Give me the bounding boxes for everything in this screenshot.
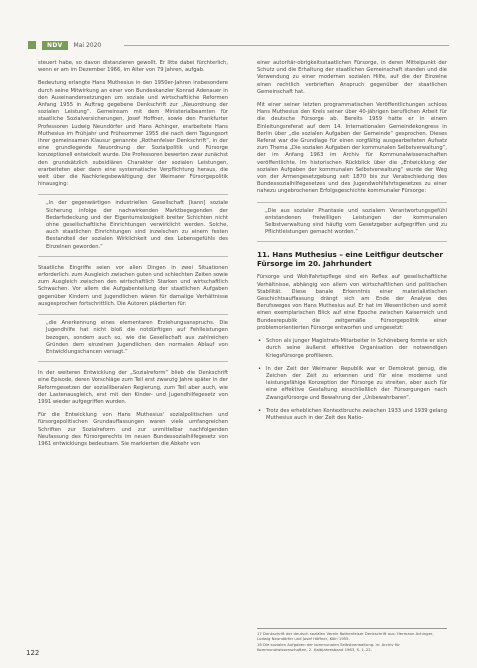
left-column <box>38 60 228 454</box>
footnote: 17 Denkschrift der deutsch sozialen Verein Rothenfelser Denkschrift aus: Hermann Achinger, Ludwig Neundörfer und Josef Höffner, Köln 1955. <box>257 631 434 641</box>
paragraph: In der weiteren Entwicklung der „Sozialreform“ blieb die Denkschrift eine Episode, deren Vorschläge zum Teil erst zwanzig Jahre später in der Reformgesetzen der sozialliberalen Regierung, zum Teil aber auch, wie der Lastenausgleich, erst mit den Kinder- und Jugendhilfegesetz von 1991 wieder aufgegriffen wurden. <box>38 370 228 405</box>
header-square-icon <box>28 41 36 49</box>
paragraph: Mit einer seiner letzten programmatischen Veröffentlichungen schloss Hans Muthesius den Kreis seiner über 40-jährigen beruflichen Arbeit für die deutsche Fürsorge ab. Bereits 1959 hatte er in einem Einleitungsreferat auf dem 14. Internationalen Gemeindekongress in Berlin über „die sozialen Aufgaben der Gemeinde“ gesprochen. Dieses Referat war die Grundlage für einen sorgfältig ausgearbeiteten Aufsatz zum Thema „Die sozialen Aufgaben der kommunalen Selbstverwaltung“, der im Anfang 1963 im Archiv für Kommunalwissenschaften veröffentlichte. Im historischen Rückblick über die „Entwicklung der sozialen Aufgaben der kommunalen Selbstverwaltung“ wurde der Weg von der Armengesetzgebung seit 1870 bis zur Verabschiedung des Bundessozialhilfegesetzes und des Jugendwohlfahrtsgesetzes zu einer nahezu ungebrochenen Erfolgsgeschichte kommunaler Fürsorge: <box>257 102 447 195</box>
bullet-list <box>257 338 447 422</box>
footnotes <box>257 628 447 653</box>
list-item: • Schon als junger Magistrats-Mitarbeiter in Schöneberg formte er sich durch seine äußerst effektive Organisation der notwendigen Kriegsfürsorge profilieren. <box>257 338 447 360</box>
page-number: 122 <box>26 649 40 657</box>
paragraph: einer autoritär-obrigkeitsstaatlichen Fürsorge, in deren Mittelpunkt der Schutz und die Erhaltung der staatlichen Gemeinschaft standen und die Verwendung zu einer modernen sozialen Hilfe, auf die der Einzelne einen rechtlich verbrieften Anspruch gegenüber der staatlichen Gemeinschaft hat. <box>257 60 447 95</box>
section-heading: 11. Hans Muthesius – eine Leitfigur deutscher Fürsorge im 20. Jahrhundert <box>257 250 443 269</box>
list-item: • In der Zeit der Weimarer Republik war er Demokrat genug, die Zeichen der Zeit zu erkennen und für eine moderne und leistungsfähige Konzeption der Fürsorge zu streiten, aber auch für eine effektive Gestaltung einschließlich der Fürsorgungen nach Zwangsfürsorge und Bewahrung der „Unbewahrbaren“. <box>257 366 447 402</box>
header-rule <box>124 45 449 46</box>
footnote: 18 Die sozialen Aufgaben der kommunalen Selbstverwaltung. In: Archiv für Kommunalwissenschaften, 2. Halbjahresband 1963, S. 1–22. <box>257 642 400 652</box>
issue-date: Mai 2020 <box>73 41 102 49</box>
block-quote: „Die aus sozialer Phantasie und sozialem Verantwortungsgefühl entstandenen freiwilligen Leistungen der kommunalen Selbstverwaltung sind häufig vom Gesetzgeber aufgegriffen und zu Pflichtleistungen gemacht worden.“ <box>257 202 447 243</box>
list-item: • Trotz des erheblichen Kontextbruchs zwischen 1933 und 1939 gelang Muthesius auch in der Zeit des Natio- <box>257 408 447 422</box>
section-badge: NDV <box>42 41 68 50</box>
paragraph: Fürsorge und Wohlfahrtspflege sind ein Reflex auf gesellschaftliche Verhältnisse, abhängig von allem von wirtschaftlichen und politischen Stabilität. Diese banale Erkenntnis einer materialistischen Geschichtsauffassung drängt sich am Ende der Analyse des Berufsweges von Hans Muthesius auf. Er hat im Wesentlichen und somit einen exemplarischen Blick auf eine Epoche zwischen Kaiserreich und Bundesrepublik die zeitgemäße Fürsorgepolitik einer problemorientierten Fürsorge entworfen und umgesetzt: <box>257 274 447 331</box>
right-column <box>257 60 447 428</box>
paragraph: Für die Entwicklung von Hans Muthesius' sozialpolitischen und fürsorgepolitischen Grundauffassungen waren viele umfangreichen Schriften zur Sozialreform und zur unmittelbar nachfolgenden Neufassung des Fürsorgerechts im neuen Bundessozialhilfegesetz von 1961 entwicklungs bedeutsam. Sie markierten die Abkehr von <box>38 412 228 447</box>
paragraph: steuert habe, so davon distanzieren gewollt. Er litte dabei fürchterlich, wenn er am im Dezember 1966, im Alter von 79 Jahren, aufgab. <box>38 60 228 74</box>
block-quote: „die Anerkennung eines elementaren Erziehungsanspruchs. Die Jugendhilfe hat nicht bloß die notdürftigen auf Fehlleistungen bezogen, sondern auch so, wie die Gesellschaft aus zahlreichen Gründen dem einzelnen Jugendlichen den normalen Ablauf von Entwicklungschancen versagt.“ <box>38 314 228 362</box>
paragraph: Staatliche Eingriffe seien vor allen Dingen in zwei Situationen erforderlich: zum Ausgleich zwischen guten und schlechten Zeiten sowie zum Ausgleich zwischen den wirtschaftlich Starken und wirtschaftlich Schwachen. Vor allem die Aufgabenteilung der staatlichen Aufgaben gegenüber Kindern und Jugendlichen wären für damalige Verhältnisse ausgesprochen fortschrittlich. Die Autoren plädierten für: <box>38 264 228 307</box>
page-header <box>28 39 449 51</box>
block-quote: „In der gegenwärtigen industriellen Gesellschaft [kann] soziale Sicherung infolge der nachwirkenden Marktbegegenden der Bedarfsdeckung und der Eigentumslosigkeit breiter Schichten nicht ohne gesellschaftliche Einrichtungen verwirklicht werden. Solche, auch staatlichen Einrichtungen sind inzwischen zu einem festen Bestandteil der sozialen Wirklichkeit und des Lebensgefühls des Einzelnen geworden.“ <box>38 194 228 256</box>
paragraph: Bedeutung erlangte Hans Muthesius in den 1950er-Jahren insbesondere durch seine Mitwirkung an einer von Bundeskanzler Konrad Adenauer in den Auseinandersetzungen um soziale und wirtschaftliche Reformen Anfang 1955 in Auftrag gegebene Denkschrift zur „Neuordnung der sozialen Leistung“. Gemeinsam mit dem Ministerialbeamten für staatliche Sozialversicherungen, Josef Hoffner, sowie den Frankfurter Professoren Ludwig Neundörfer und Hans Achinger, erarbeitete Hans Muthesius im Frühjahr und Frühsommer 1955 die nach dem Tagungsort ihrer gemeinsamen Klausur genannte „Rothenfelser Denkschrift“, in der eine grundlegende Neuordnung der Sozialpolitik und Fürsorge konzeptionell entwickelt wurde. Die Professoren bewerten zwar zunächst den grundsätzlich subsidiären Charakter der sozialen Leistungen, erarbeiteten aber dann eine systematische Verpflichtung heraus, die weit über die Nachkriegsbewältigung der Weimarer Fürsorgepolitik hinausging: <box>38 80 228 188</box>
